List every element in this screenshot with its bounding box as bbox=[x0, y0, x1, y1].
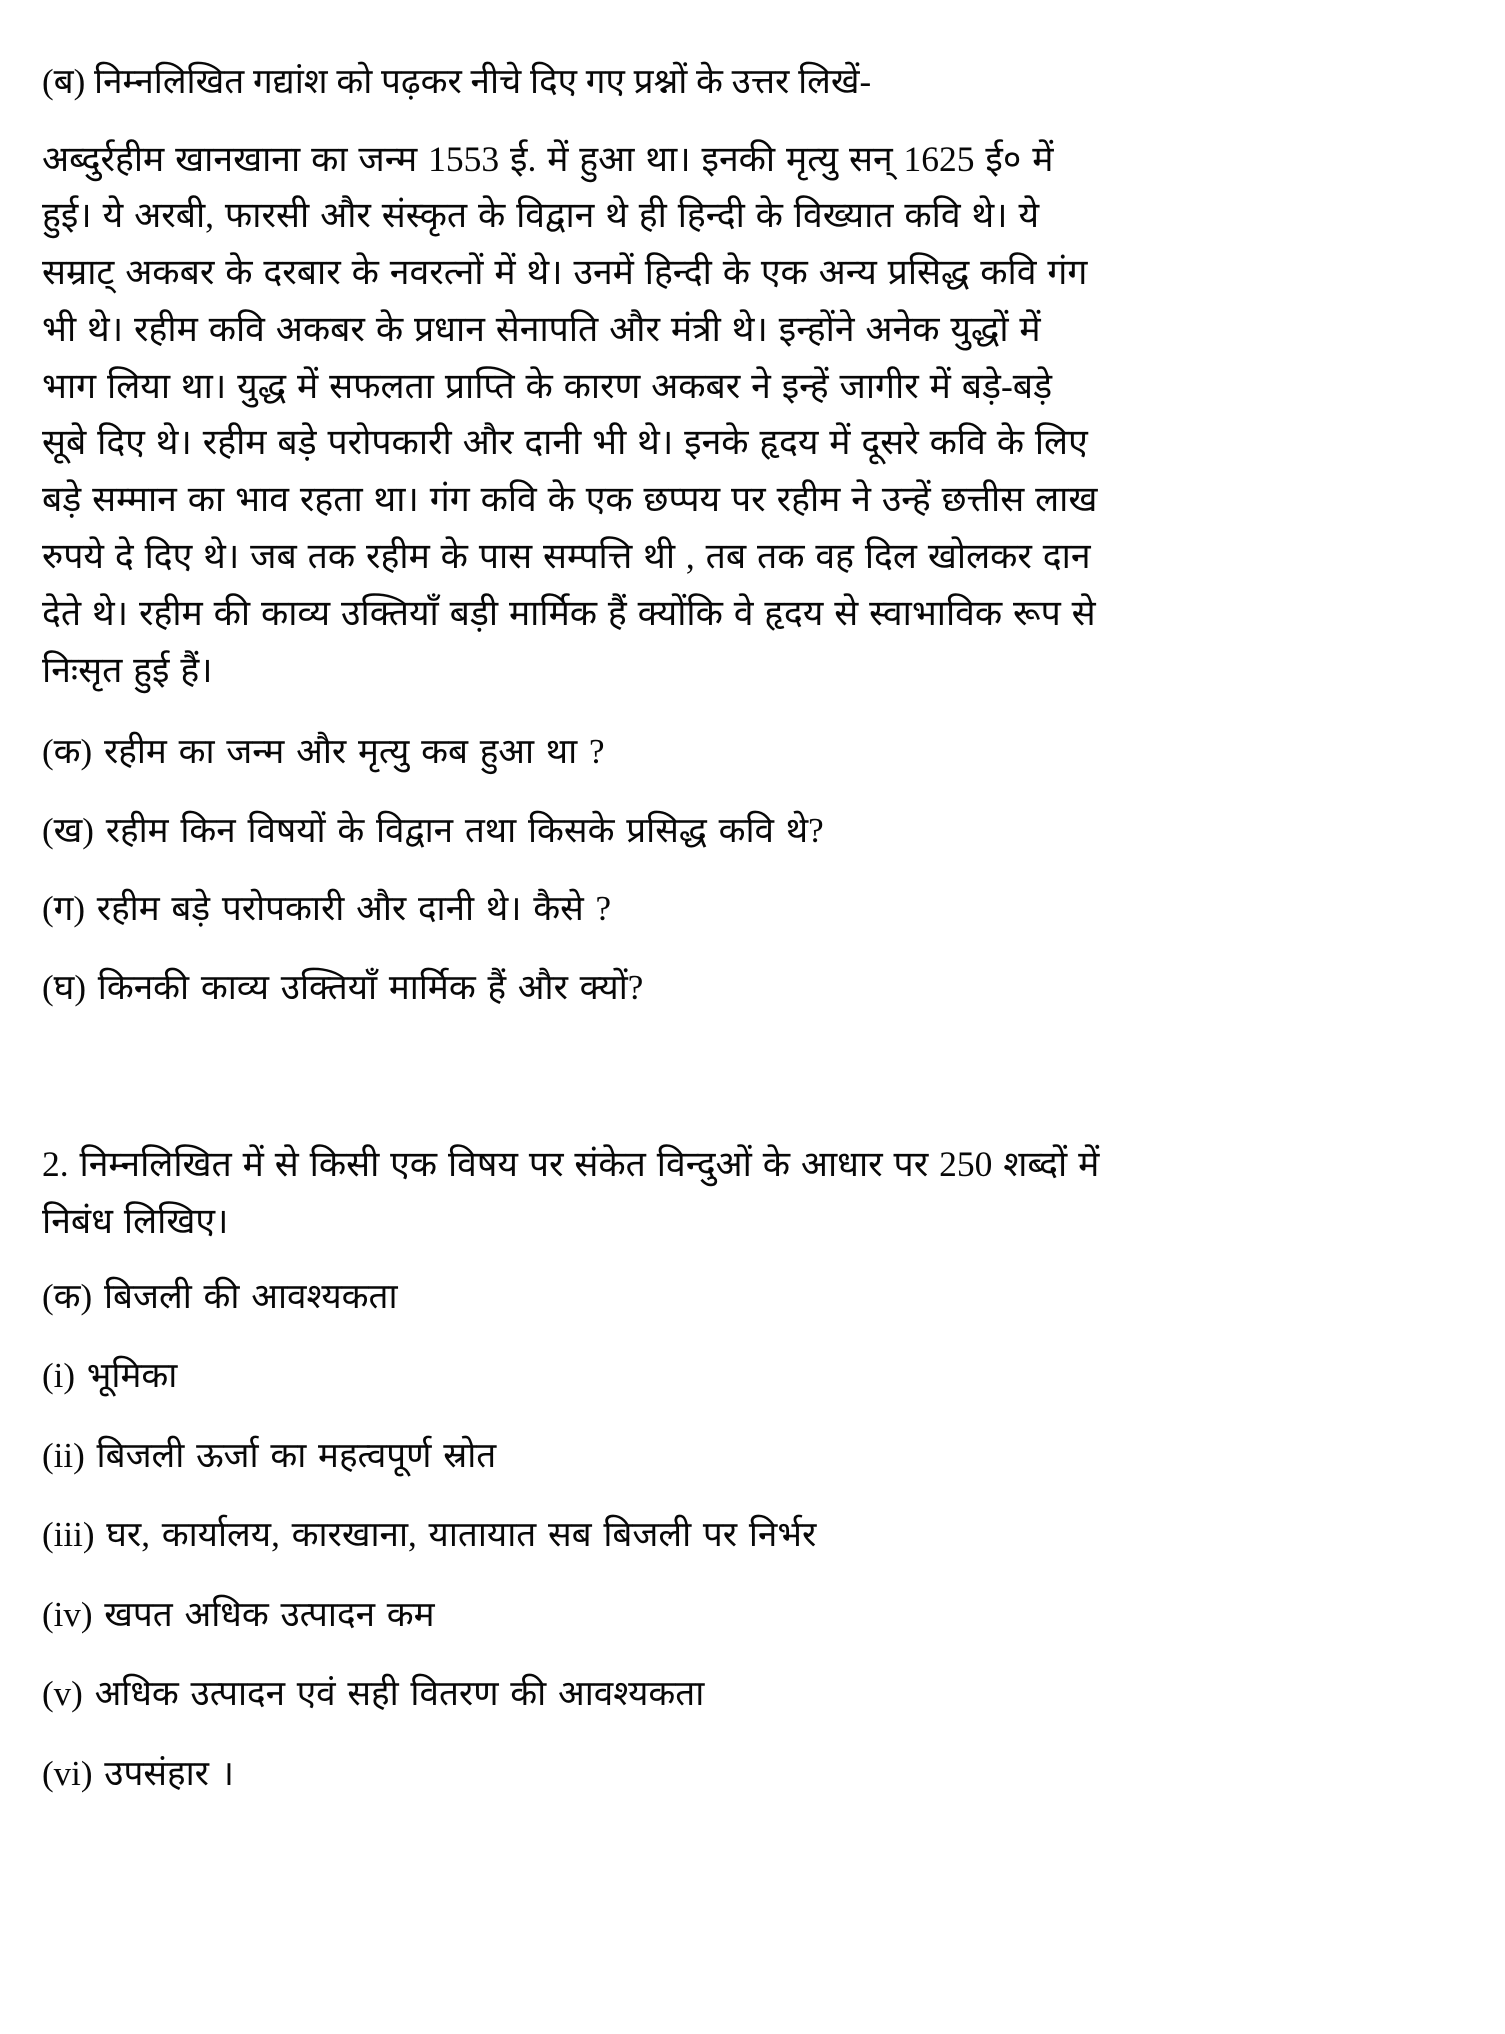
essay-heading-line: निबंध लिखिए। bbox=[42, 1200, 229, 1241]
point-marker: (ii) bbox=[42, 1435, 85, 1475]
passage-line: हुई। ये अरबी, फारसी और संस्कृत के विद्वान थे ही हिन्दी के विख्यात कवि थे। ये bbox=[42, 195, 1040, 236]
question-marker: (घ) bbox=[42, 967, 86, 1007]
essay-point-ii bbox=[42, 1430, 1155, 1483]
point-text: खपत अधिक उत्पादन कम bbox=[104, 1594, 435, 1634]
passage-line: निःसृत हुई हैं। bbox=[42, 649, 213, 690]
passage-line: भाग लिया था। युद्ध में सफलता प्राप्ति के कारण अकबर ने इन्हें जागीर में बड़े-बड़े bbox=[42, 365, 1053, 406]
point-text: भूमिका bbox=[86, 1356, 178, 1396]
passage-line: सूबे दिए थे। रहीम बड़े परोपकारी और दानी भी थे। इनके हृदय में दूसरे कवि के लिए bbox=[42, 422, 1088, 463]
question-text: रहीम किन विषयों के विद्वान तथा किसके प्रसिद्ध कवि थे? bbox=[105, 810, 824, 850]
question-marker: (ख) bbox=[42, 810, 94, 850]
essay-section-heading bbox=[42, 1136, 1155, 1248]
passage-line: अब्दुर्रहीम खानखाना का जन्म 1553 ई. में हुआ था। इनकी मृत्यु सन् 1625 ई० में bbox=[42, 138, 1054, 179]
point-marker: (v) bbox=[42, 1674, 83, 1714]
passage-line: भी थे। रहीम कवि अकबर के प्रधान सेनापति और मंत्री थे। इन्होंने अनेक युद्धों में bbox=[42, 308, 1041, 349]
point-marker: (iv) bbox=[42, 1594, 93, 1634]
passage-line: रुपये दे दिए थे। जब तक रहीम के पास सम्पत्ति थी , तब तक वह दिल खोलकर दान bbox=[42, 536, 1091, 577]
passage-line: बड़े सम्मान का भाव रहता था। गंग कवि के एक छप्पय पर रहीम ने उन्हें छत्तीस लाख bbox=[42, 479, 1098, 520]
question-text: रहीम का जन्म और मृत्यु कब हुआ था ? bbox=[103, 732, 605, 772]
essay-heading-line: 2. निम्नलिखित में से किसी एक विषय पर संकेत विन्दुओं के आधार पर 250 शब्दों में bbox=[42, 1144, 1100, 1185]
point-text: घर, कार्यालय, कारखाना, यातायात सब बिजली पर निर्भर bbox=[106, 1515, 817, 1555]
comprehension-passage bbox=[42, 131, 1155, 699]
essay-point-vi bbox=[42, 1748, 1155, 1801]
instruction-line: (ब) निम्नलिखित गद्यांश को पढ़कर नीचे दिए गए प्रश्नों के उत्तर लिखें- bbox=[42, 62, 872, 101]
essay-point-iv bbox=[42, 1589, 1155, 1642]
question-text: किनकी काव्य उक्तियाँ मार्मिक हैं और क्यों? bbox=[97, 967, 644, 1007]
page-content bbox=[42, 56, 1155, 1800]
question-item-ka bbox=[42, 726, 1155, 779]
point-text: उपसंहार । bbox=[104, 1753, 234, 1793]
point-marker: (vi) bbox=[42, 1753, 93, 1793]
section-spacer bbox=[42, 1040, 1155, 1136]
question-item-kha bbox=[42, 805, 1155, 858]
question-text: रहीम बड़े परोपकारी और दानी थे। कैसे ? bbox=[96, 889, 612, 929]
question-item-gha bbox=[42, 962, 1155, 1015]
essay-topic-ka bbox=[42, 1271, 1155, 1324]
point-text: बिजली ऊर्जा का महत्वपूर्ण स्रोत bbox=[96, 1435, 497, 1475]
passage-line: सम्राट् अकबर के दरबार के नवरत्नों में थे। उनमें हिन्दी के एक अन्य प्रसिद्ध कवि गंग bbox=[42, 252, 1088, 293]
question-marker: (ग) bbox=[42, 889, 86, 929]
point-text: अधिक उत्पादन एवं सही वितरण की आवश्यकता bbox=[94, 1674, 705, 1714]
point-marker: (iii) bbox=[42, 1515, 95, 1555]
point-marker: (i) bbox=[42, 1356, 76, 1396]
passage-line: देते थे। रहीम की काव्य उक्तियाँ बड़ी मार्मिक हैं क्योंकि वे हृदय से स्वाभाविक रूप से bbox=[42, 592, 1096, 633]
topic-marker: (क) bbox=[42, 1276, 93, 1316]
essay-point-iii bbox=[42, 1509, 1155, 1562]
question-marker: (क) bbox=[42, 732, 93, 772]
question-item-ga bbox=[42, 883, 1155, 936]
essay-point-v bbox=[42, 1668, 1155, 1721]
essay-point-i bbox=[42, 1350, 1155, 1403]
topic-title-text: बिजली की आवश्यकता bbox=[103, 1276, 398, 1316]
